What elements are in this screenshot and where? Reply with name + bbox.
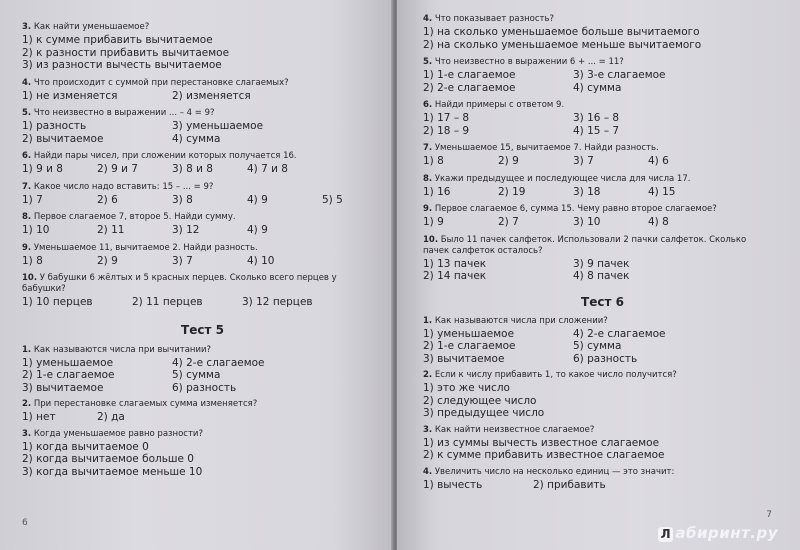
question-text: Увеличить число на несколько единиц — это значит: bbox=[434, 466, 675, 477]
option: 2) да bbox=[97, 411, 125, 423]
option: 1) 9 и 8 bbox=[22, 163, 63, 175]
question-number: 6. bbox=[423, 100, 433, 110]
question-text: Что показывает разность? bbox=[434, 14, 555, 24]
question-number: 1. bbox=[22, 344, 32, 355]
question-number: 3. bbox=[423, 424, 433, 435]
option: 5) 5 bbox=[322, 193, 343, 206]
option: 4) 10 bbox=[247, 254, 275, 267]
option: 3) 3-е слагаемое bbox=[573, 69, 666, 81]
option: 4) 8 bbox=[648, 216, 669, 228]
option: 2) к разности прибавить вычитаемое bbox=[22, 46, 230, 59]
question-text: Когда уменьшаемое равно разности? bbox=[33, 428, 203, 439]
option: 3) 8 bbox=[172, 193, 193, 206]
option: 1) 8 bbox=[423, 155, 444, 167]
option: 2) вычитаемое bbox=[22, 132, 104, 145]
question-text: Уменьшаемое 11, вычитаемое 2. Найди разность. bbox=[33, 242, 258, 253]
question-text: Было 11 пачек салфеток. Использовали 2 пачки салфеток. Сколько пачек салфеток осталось? bbox=[423, 234, 747, 256]
question-number: 3. bbox=[22, 428, 32, 439]
question-number: 6. bbox=[22, 151, 32, 161]
option: 4) сумма bbox=[573, 81, 622, 94]
option: 3) когда вычитаемое меньше 10 bbox=[22, 465, 203, 478]
option: 5) сумма bbox=[573, 340, 622, 352]
test5-question-2 bbox=[22, 399, 383, 424]
test6-question-3 bbox=[423, 425, 782, 462]
option: 1) уменьшаемое bbox=[22, 356, 114, 369]
question-4 bbox=[423, 14, 782, 51]
question-text: Найди примеры с ответом 9. bbox=[434, 100, 565, 110]
option: 2) 7 bbox=[498, 216, 519, 228]
option: 1) на сколько уменьшаемое больше вычитаемого bbox=[423, 26, 700, 38]
option: 2) когда вычитаемое больше 0 bbox=[22, 453, 194, 465]
option: 2) 1-е слагаемое bbox=[22, 369, 115, 381]
option: 2) 2-е слагаемое bbox=[423, 81, 516, 94]
option: 1) это же число bbox=[423, 382, 510, 394]
option: 3) 10 bbox=[573, 216, 601, 228]
option: 2) 9 и 7 bbox=[97, 163, 138, 175]
question-6 bbox=[22, 151, 383, 176]
option: 1) вычесть bbox=[423, 478, 483, 491]
option: 1) 17 – 8 bbox=[423, 112, 470, 124]
test6-question-4 bbox=[423, 467, 782, 492]
option: 3) 9 пачек bbox=[573, 257, 630, 270]
labirint-watermark-logo bbox=[658, 524, 778, 542]
option: 1) из суммы вычесть известное слагаемое bbox=[423, 436, 660, 449]
option: 2) 6 bbox=[97, 193, 118, 206]
option: 3) вычитаемое bbox=[423, 352, 505, 365]
question-number: 8. bbox=[423, 173, 433, 184]
question-text: Найди пары чисел, при сложении которых получается 16. bbox=[33, 151, 297, 161]
test-6-heading: Тест 6 bbox=[581, 294, 624, 309]
option: 2) 9 bbox=[97, 254, 118, 267]
option: 3) предыдущее число bbox=[423, 407, 545, 419]
question-9 bbox=[423, 204, 782, 229]
question-text: Что происходит с суммой при перестановке слагаемых? bbox=[33, 77, 289, 88]
option: 4) 2-е слагаемое bbox=[172, 356, 265, 369]
question-text: Уменьшаемое 15, вычитаемое 7. Найди разность. bbox=[434, 143, 659, 153]
question-number: 8. bbox=[22, 212, 32, 222]
question-text: Как найти уменьшаемое? bbox=[33, 22, 150, 32]
question-text: Как называются числа при вычитании? bbox=[33, 344, 212, 355]
right-page bbox=[397, 0, 800, 550]
option: 1) к сумме прибавить вычитаемое bbox=[22, 34, 213, 46]
question-number: 2. bbox=[423, 370, 433, 380]
option: 3) 12 bbox=[172, 224, 200, 236]
question-10 bbox=[423, 235, 782, 283]
option: 3) 7 bbox=[172, 254, 193, 267]
question-text: Что неизвестно в выражении ... – 4 = 9? bbox=[33, 108, 215, 118]
left-page bbox=[0, 0, 393, 550]
question-8 bbox=[22, 212, 383, 237]
option: 4) сумма bbox=[172, 132, 221, 145]
option: 2) 11 bbox=[97, 224, 125, 236]
page-number: 6 bbox=[22, 518, 28, 528]
question-number: 7. bbox=[22, 181, 32, 192]
question-7 bbox=[423, 143, 782, 168]
option: 6) разность bbox=[573, 352, 638, 365]
question-text: Как найти неизвестное слагаемое? bbox=[434, 424, 595, 435]
question-4 bbox=[22, 78, 383, 103]
option: 1) 7 bbox=[22, 193, 43, 206]
option: 1) 9 bbox=[423, 216, 444, 228]
option: 1) 13 пачек bbox=[423, 257, 487, 270]
question-text: Что неизвестно в выражении 6 + ... = 11? bbox=[434, 57, 624, 67]
test5-question-3 bbox=[22, 429, 383, 479]
question-number: 7. bbox=[423, 143, 433, 153]
question-5 bbox=[22, 108, 383, 145]
option: 4) 2-е слагаемое bbox=[573, 327, 666, 340]
option: 4) 8 пачек bbox=[573, 270, 630, 282]
question-9 bbox=[22, 243, 383, 268]
question-number: 3. bbox=[22, 22, 32, 32]
question-6 bbox=[423, 100, 782, 137]
option: 2) 9 bbox=[498, 155, 519, 167]
question-8 bbox=[423, 174, 782, 199]
question-text: Как называются числа при сложении? bbox=[434, 315, 608, 326]
question-5 bbox=[423, 57, 782, 94]
question-text: У бабушки 6 жёлтых и 5 красных перцев. Сколько всего перцев у бабушки? bbox=[22, 273, 337, 294]
question-text: Если к числу прибавить 1, то какое число получится? bbox=[434, 370, 677, 380]
question-number: 5. bbox=[22, 108, 32, 118]
option: 1) когда вычитаемое 0 bbox=[22, 440, 149, 453]
option: 4) 9 bbox=[247, 224, 268, 236]
option: 1) 10 bbox=[22, 224, 50, 236]
option: 2) 11 перцев bbox=[132, 296, 203, 308]
option: 3) уменьшаемое bbox=[172, 120, 264, 132]
question-number: 2. bbox=[22, 399, 32, 409]
option: 2) изменяется bbox=[172, 89, 251, 102]
option: 2) на сколько уменьшаемое меньше вычитаемого bbox=[423, 38, 702, 51]
option: 3) 16 – 8 bbox=[573, 112, 620, 124]
option: 3) вычитаемое bbox=[22, 381, 104, 394]
option: 2) к сумме прибавить известное слагаемое bbox=[423, 449, 665, 461]
option: 5) сумма bbox=[172, 369, 221, 381]
option: 1) 10 перцев bbox=[22, 296, 93, 308]
test-5-heading: Тест 5 bbox=[181, 322, 224, 337]
question-3 bbox=[22, 22, 383, 72]
option: 6) разность bbox=[172, 381, 237, 394]
question-10 bbox=[22, 273, 383, 309]
option: 4) 15 bbox=[648, 185, 676, 198]
question-number: 4. bbox=[423, 14, 433, 24]
option: 3) 18 bbox=[573, 185, 601, 198]
question-number: 1. bbox=[423, 315, 433, 326]
question-text: Укажи предыдущее и последующее числа для числа 17. bbox=[434, 173, 691, 184]
logo-text: абиринт.ру bbox=[675, 524, 778, 542]
test6-question-1 bbox=[423, 316, 782, 366]
question-7 bbox=[22, 182, 383, 207]
option: 4) 15 – 7 bbox=[573, 124, 620, 137]
option: 2) прибавить bbox=[533, 478, 606, 491]
option: 3) из разности вычесть вычитаемое bbox=[22, 59, 222, 71]
option: 1) уменьшаемое bbox=[423, 327, 515, 340]
option: 1) 8 bbox=[22, 254, 43, 267]
option: 4) 6 bbox=[648, 155, 669, 167]
question-text: При перестановке слагаемых сумма изменяется? bbox=[33, 399, 258, 409]
option: 4) 9 bbox=[247, 193, 268, 206]
option: 4) 7 и 8 bbox=[247, 163, 288, 175]
logo-letter: Л bbox=[658, 527, 673, 542]
option: 3) 12 перцев bbox=[242, 296, 313, 308]
question-number: 9. bbox=[423, 204, 433, 214]
question-number: 4. bbox=[423, 466, 433, 477]
question-text: Первое слагаемое 7, второе 5. Найди сумму. bbox=[33, 212, 236, 222]
option: 2) следующее число bbox=[423, 394, 537, 407]
option: 1) нет bbox=[22, 411, 56, 423]
test6-question-2 bbox=[423, 370, 782, 420]
question-number: 5. bbox=[423, 57, 433, 67]
question-text: Какое число надо вставить: 15 – ... = 9? bbox=[33, 181, 214, 192]
question-number: 4. bbox=[22, 77, 32, 88]
option: 1) 16 bbox=[423, 185, 451, 198]
page-number: 7 bbox=[766, 510, 772, 520]
option: 2) 18 – 9 bbox=[423, 124, 470, 137]
question-number: 10. bbox=[423, 234, 439, 245]
option: 3) 8 и 8 bbox=[172, 163, 213, 175]
question-number: 9. bbox=[22, 242, 32, 253]
question-number: 10. bbox=[22, 273, 38, 283]
option: 1) 1-е слагаемое bbox=[423, 69, 516, 81]
question-text: Первое слагаемое 6, сумма 15. Чему равно второе слагаемое? bbox=[434, 204, 717, 214]
option: 2) 1-е слагаемое bbox=[423, 340, 516, 352]
option: 2) 19 bbox=[498, 185, 526, 198]
option: 2) 14 пачек bbox=[423, 270, 487, 282]
option: 1) разность bbox=[22, 120, 87, 132]
test5-question-1 bbox=[22, 345, 383, 395]
option: 1) не изменяется bbox=[22, 89, 118, 102]
option: 3) 7 bbox=[573, 155, 594, 167]
